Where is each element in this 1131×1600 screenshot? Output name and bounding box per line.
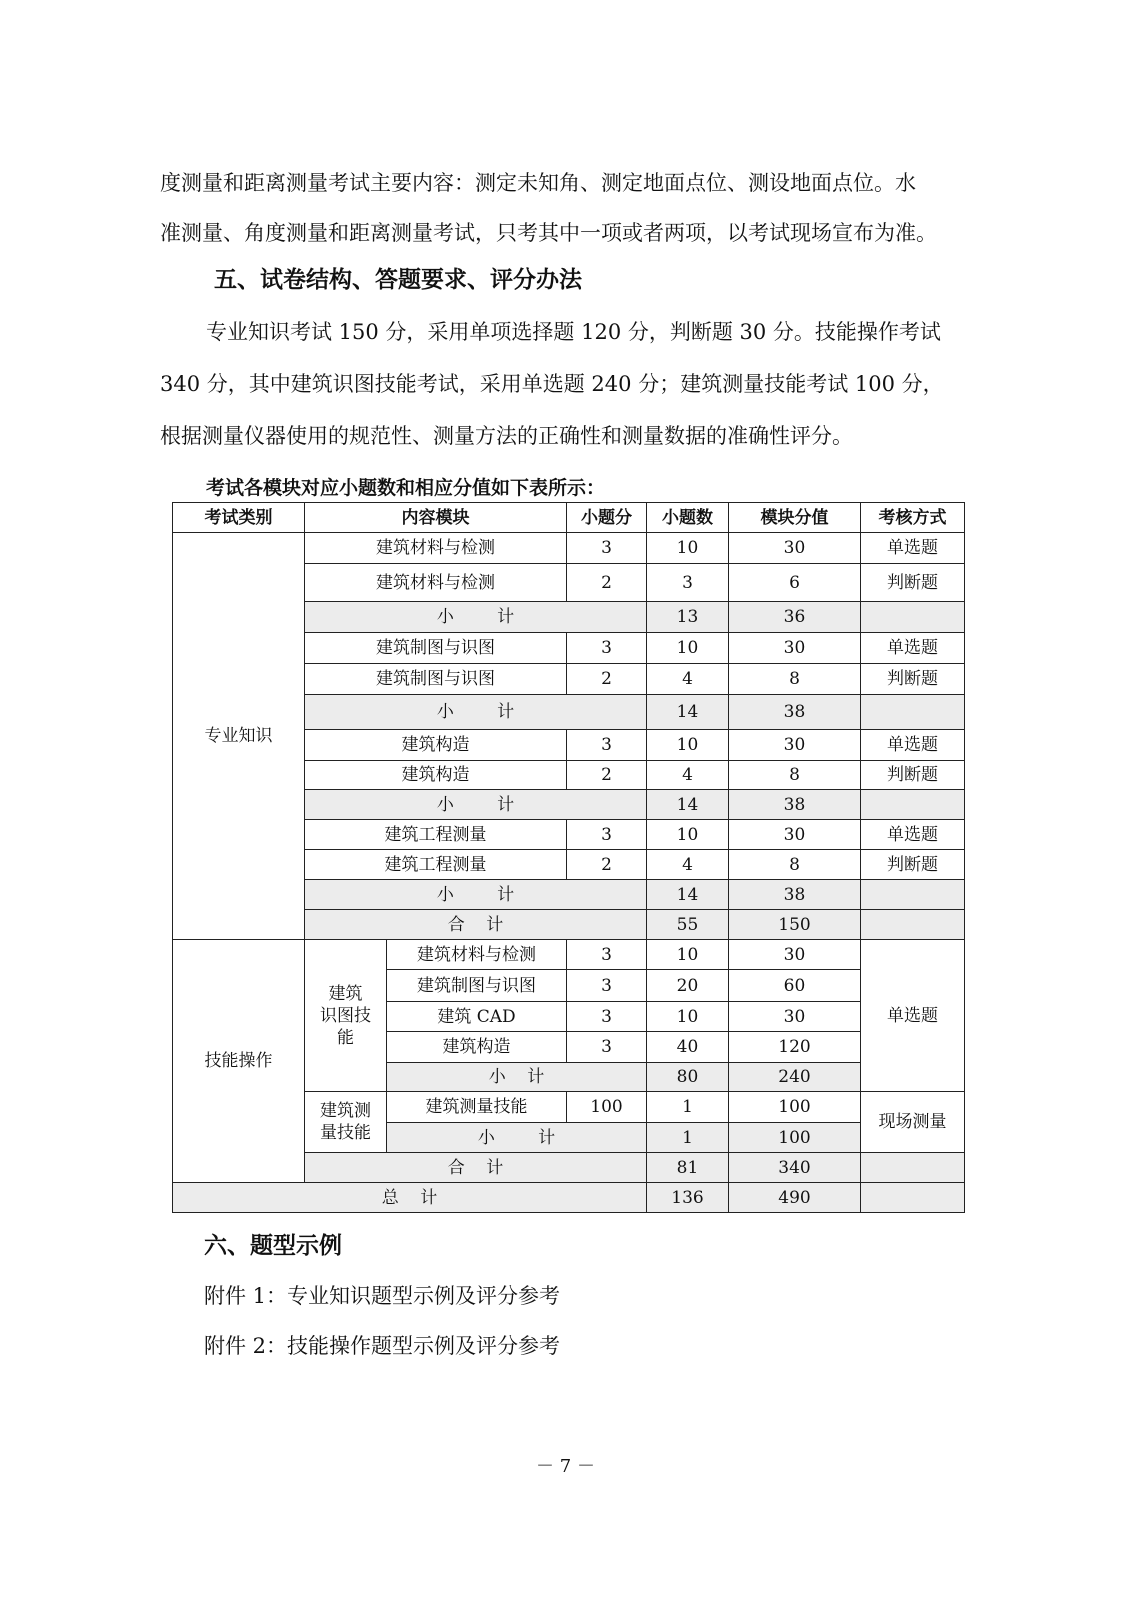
module-cell: 建筑材料与检测: [305, 533, 567, 564]
module-cell: 建筑测量技能: [387, 1092, 567, 1123]
count-cell: 4: [647, 761, 729, 790]
attachment-line: 附件 2：技能操作题型示例及评分参考: [204, 1334, 561, 1358]
count-cell: 1: [647, 1092, 729, 1123]
score-cell: 3: [567, 533, 647, 564]
count-cell: 10: [647, 730, 729, 761]
empty-cell: [861, 1183, 965, 1213]
count-cell: 55: [647, 910, 729, 940]
score-cell: 2: [567, 564, 647, 602]
module-cell: 建筑构造: [387, 1032, 567, 1063]
category-cell: 专业知识: [173, 533, 305, 940]
module-cell: 建筑工程测量: [305, 850, 567, 880]
score-cell: 2: [567, 850, 647, 880]
method-cell: 现场测量: [861, 1092, 965, 1153]
count-cell: 10: [647, 940, 729, 970]
section-heading: 五、试卷结构、答题要求、评分办法: [214, 267, 582, 293]
score-cell: 3: [567, 1002, 647, 1032]
table-row: [173, 533, 965, 564]
score-cell: 3: [567, 1032, 647, 1063]
method-cell: 判断题: [861, 850, 965, 880]
module-cell: 建筑材料与检测: [305, 564, 567, 602]
value-cell: 490: [729, 1183, 861, 1213]
page-number: － 7 －: [536, 1456, 595, 1477]
column-header: 考核方式: [861, 503, 965, 533]
count-cell: 40: [647, 1032, 729, 1063]
paragraph-line: 度测量和距离测量考试主要内容：测定未知角、测定地面点位、测设地面点位。水: [160, 171, 916, 195]
count-cell: 10: [647, 633, 729, 664]
method-cell: 判断题: [861, 564, 965, 602]
score-cell: 3: [567, 633, 647, 664]
count-cell: 10: [647, 820, 729, 850]
value-cell: 120: [729, 1032, 861, 1063]
count-cell: 81: [647, 1153, 729, 1183]
empty-cell: [861, 790, 965, 820]
value-cell: 150: [729, 910, 861, 940]
table-header-row: [173, 503, 965, 533]
value-cell: 30: [729, 940, 861, 970]
count-cell: 3: [647, 564, 729, 602]
module-cell: 建筑制图与识图: [305, 633, 567, 664]
module-cell: 建筑工程测量: [305, 820, 567, 850]
method-cell: 单选题: [861, 820, 965, 850]
value-cell: 30: [729, 730, 861, 761]
method-cell: 单选题: [861, 533, 965, 564]
subtotal-label: 小 计: [305, 880, 647, 910]
module-cell: 建筑构造: [305, 761, 567, 790]
column-header: 模块分值: [729, 503, 861, 533]
count-cell: 13: [647, 602, 729, 633]
count-cell: 80: [647, 1063, 729, 1092]
count-cell: 4: [647, 850, 729, 880]
section-heading: 六、题型示例: [204, 1233, 342, 1259]
value-cell: 30: [729, 633, 861, 664]
score-cell: 3: [567, 730, 647, 761]
value-cell: 8: [729, 850, 861, 880]
category-cell: 技能操作: [173, 940, 305, 1183]
method-cell: 单选题: [861, 730, 965, 761]
paragraph-line: 专业知识考试 150 分，采用单项选择题 120 分，判断题 30 分。技能操作考试: [206, 320, 941, 344]
score-cell: 2: [567, 664, 647, 695]
attachment-line: 附件 1：专业知识题型示例及评分参考: [204, 1284, 561, 1308]
count-cell: 4: [647, 664, 729, 695]
score-cell: 2: [567, 761, 647, 790]
subtotal-label: 小 计: [305, 602, 647, 633]
value-cell: 30: [729, 820, 861, 850]
group-cell: [305, 1092, 387, 1153]
value-cell: 38: [729, 790, 861, 820]
empty-cell: [861, 602, 965, 633]
empty-cell: [861, 1153, 965, 1183]
count-cell: 14: [647, 695, 729, 730]
method-cell: 单选题: [861, 633, 965, 664]
value-cell: 8: [729, 664, 861, 695]
count-cell: 14: [647, 880, 729, 910]
count-cell: 14: [647, 790, 729, 820]
paragraph-line: 准测量、角度测量和距离测量考试，只考其中一项或者两项，以考试现场宣布为准。: [160, 221, 937, 245]
module-cell: 建筑制图与识图: [387, 970, 567, 1002]
group-label-line: 能: [337, 1027, 354, 1048]
value-cell: 240: [729, 1063, 861, 1092]
grand-total-label: 总 计: [173, 1183, 647, 1213]
empty-cell: [861, 910, 965, 940]
value-cell: 36: [729, 602, 861, 633]
module-cell: 建筑制图与识图: [305, 664, 567, 695]
method-cell: 判断题: [861, 761, 965, 790]
method-cell: 判断题: [861, 664, 965, 695]
column-header: 内容模块: [305, 503, 567, 533]
value-cell: 100: [729, 1092, 861, 1123]
count-cell: 10: [647, 533, 729, 564]
value-cell: 340: [729, 1153, 861, 1183]
value-cell: 30: [729, 533, 861, 564]
total-label: 合 计: [305, 1153, 647, 1183]
column-header: 考试类别: [173, 503, 305, 533]
total-label: 合 计: [305, 910, 647, 940]
module-cell: 建筑材料与检测: [387, 940, 567, 970]
paragraph-line: 根据测量仪器使用的规范性、测量方法的正确性和测量数据的准确性评分。: [160, 424, 853, 448]
subtotal-label: 小 计: [305, 790, 647, 820]
group-label-line: 量技能: [320, 1123, 371, 1143]
group-label-line: 识图技: [320, 1005, 371, 1026]
subtotal-label: 小 计: [305, 695, 647, 730]
count-cell: 136: [647, 1183, 729, 1213]
count-cell: 1: [647, 1123, 729, 1153]
value-cell: 100: [729, 1123, 861, 1153]
column-header: 小题数: [647, 503, 729, 533]
module-cell: 建筑构造: [305, 730, 567, 761]
value-cell: 8: [729, 761, 861, 790]
count-cell: 10: [647, 1002, 729, 1032]
table-caption: 考试各模块对应小题数和相应分值如下表所示：: [206, 477, 606, 499]
grand-total-row: [173, 1183, 965, 1213]
group-cell: [305, 940, 387, 1092]
paragraph-line: 340 分，其中建筑识图技能考试，采用单选题 240 分；建筑测量技能考试 100 分，: [160, 372, 944, 396]
value-cell: 6: [729, 564, 861, 602]
subtotal-label: 小 计: [387, 1123, 647, 1153]
score-cell: 3: [567, 820, 647, 850]
table-row: [173, 940, 965, 970]
value-cell: 60: [729, 970, 861, 1002]
empty-cell: [861, 880, 965, 910]
group-label-line: 建筑: [328, 983, 363, 1004]
value-cell: 38: [729, 695, 861, 730]
group-label-line: 建筑测: [320, 1101, 371, 1121]
count-cell: 20: [647, 970, 729, 1002]
method-cell: 单选题: [861, 940, 965, 1092]
value-cell: 38: [729, 880, 861, 910]
module-cell: 建筑 CAD: [387, 1002, 567, 1032]
empty-cell: [861, 695, 965, 730]
column-header: 小题分: [567, 503, 647, 533]
score-cell: 100: [567, 1092, 647, 1123]
score-cell: 3: [567, 940, 647, 970]
subtotal-label: 小 计: [387, 1063, 647, 1092]
score-cell: 3: [567, 970, 647, 1002]
exam-structure-table: [172, 502, 965, 1213]
value-cell: 30: [729, 1002, 861, 1032]
